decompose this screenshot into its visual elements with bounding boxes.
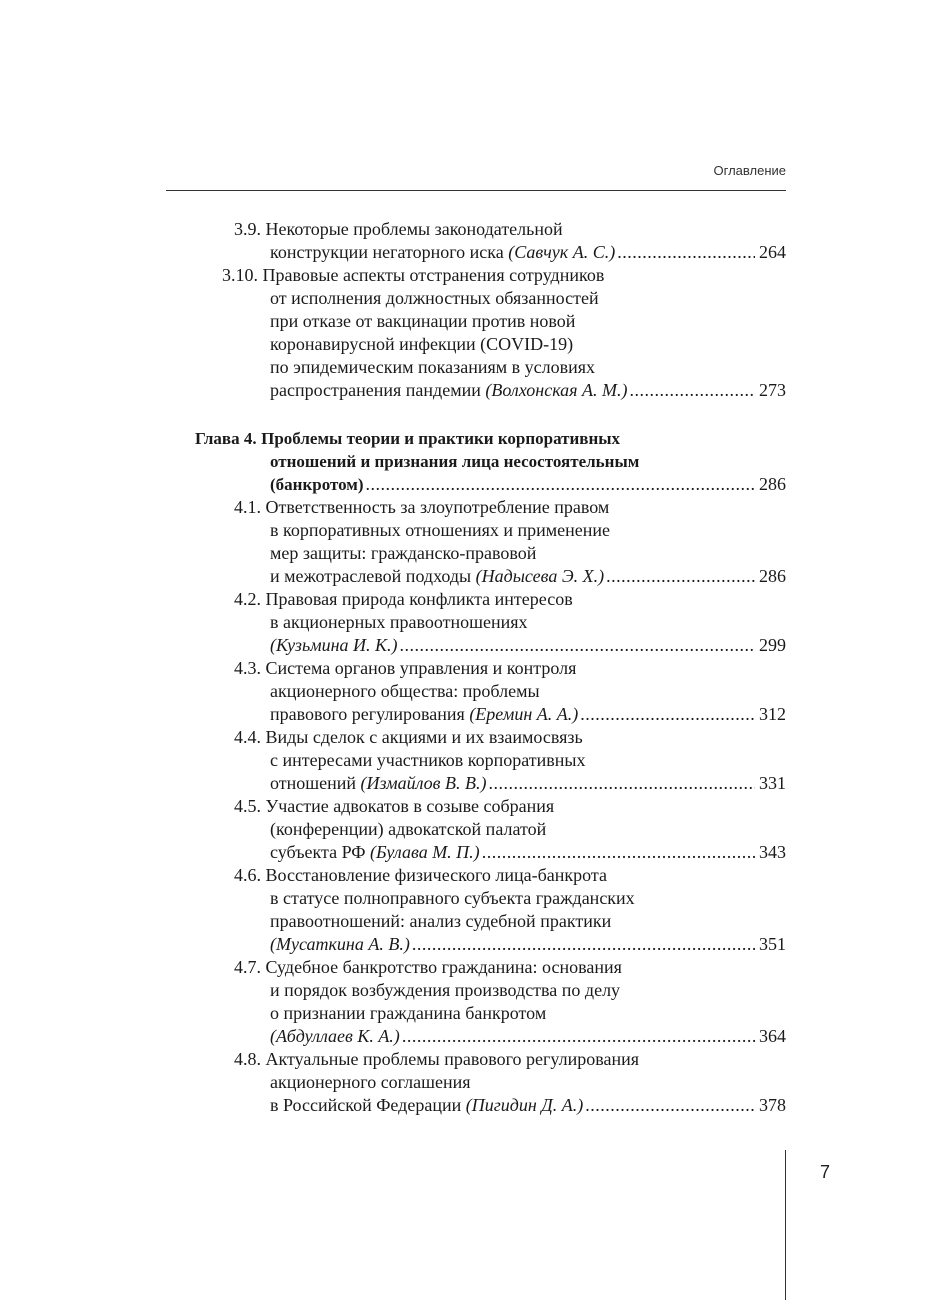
- toc-entry-4-4-line-2: с интересами участников корпоративных: [270, 750, 586, 770]
- toc-entry-author: (Измайлов В. В.): [360, 773, 487, 793]
- toc-entry-4-6-line-1: [234, 864, 607, 887]
- toc-entry-4-1-line-3: мер защиты: гражданско-правовой: [270, 543, 537, 563]
- toc-entry-title: конструкции негаторного иска: [270, 242, 504, 262]
- toc-entry-3-10-line-3: при отказе от вакцинации против новой: [270, 311, 576, 331]
- toc-entry-title: Восстановление физического лица-банкрота: [265, 865, 608, 885]
- toc-entry-title: Система органов управления и контроля: [265, 658, 577, 678]
- toc-entry-4-4-line-1: [234, 726, 583, 749]
- toc-entry-number: 4.4.: [234, 727, 261, 747]
- dot-leader: [482, 841, 755, 864]
- toc-entry-4-3-line-2: акционерного общества: проблемы: [270, 681, 540, 701]
- toc-entry-title: Ответственность за злоупотребление правом: [265, 497, 610, 517]
- toc-entry-4-7-line-2: и порядок возбуждения производства по делу: [270, 980, 621, 1000]
- toc-chapter-4-line-3[interactable]: [270, 473, 786, 496]
- toc-page-number: 343: [759, 842, 786, 862]
- toc-page-number: 299: [759, 635, 786, 655]
- toc-entry-3-10-line-4: коронавирусной инфекции (COVID-19): [270, 334, 574, 354]
- toc-entry-4-5-line-2: (конференции) адвокатской палатой: [270, 819, 547, 839]
- toc-entry-author: (Пигидин Д. А.): [465, 1095, 584, 1115]
- toc-entry-4-7-line-1: [234, 956, 622, 979]
- toc-page-number: 364: [759, 1026, 786, 1046]
- toc-page-number: 351: [759, 934, 786, 954]
- toc-entry-3-9-line-1: [234, 218, 563, 241]
- toc-page-number: 286: [759, 566, 786, 586]
- toc-entry-title: Виды сделок с акциями и их взаимосвязь: [265, 727, 583, 747]
- toc-entry-author: (Булава М. П.): [370, 842, 480, 862]
- toc-entry-number: 4.6.: [234, 865, 261, 885]
- toc-chapter-title: Проблемы теории и практики корпоративных: [261, 429, 621, 448]
- toc-entry-title: правового регулирования: [270, 704, 465, 724]
- toc-page-number: 264: [759, 242, 786, 262]
- dot-leader: [402, 1025, 755, 1048]
- toc-entry-author: (Кузьмина И. К.): [270, 635, 398, 655]
- toc-entry-author: (Савчук А. С.): [508, 242, 616, 262]
- toc-entry-title: Судебное банкротство гражданина: основания: [265, 957, 622, 977]
- toc-entry-author: (Абдуллаев К. А.): [270, 1026, 400, 1046]
- toc-entry-3-10-line-2: от исполнения должностных обязанностей: [270, 288, 599, 308]
- toc-entry-4-7-line-3: о признании гражданина банкротом: [270, 1003, 547, 1023]
- toc-entry-4-8-line-3[interactable]: [270, 1094, 786, 1117]
- toc-chapter-title: отношений и признания лица несостоятельным: [270, 452, 640, 471]
- toc-page-number: 273: [759, 380, 786, 400]
- dot-leader: [585, 1094, 755, 1117]
- toc-entry-4-5-line-3[interactable]: [270, 841, 786, 864]
- toc-entry-number: 4.1.: [234, 497, 261, 517]
- toc-entry-4-2-line-3[interactable]: [270, 634, 786, 657]
- toc-entry-4-2-line-2: в акционерных правоотношениях: [270, 612, 528, 632]
- toc-chapter-label: Глава 4.: [195, 429, 257, 448]
- toc-entry-title: и межотраслевой подходы: [270, 566, 472, 586]
- toc-entry-title: в Российской Федерации: [270, 1095, 462, 1115]
- toc-entry-title: Участие адвокатов в созыве собрания: [265, 796, 555, 816]
- dot-leader: [606, 565, 755, 588]
- toc-entry-4-8-line-2: акционерного соглашения: [270, 1072, 471, 1092]
- toc-entry-title: субъекта РФ: [270, 842, 366, 862]
- toc-entry-title: Некоторые проблемы законодательной: [265, 219, 563, 239]
- dot-leader: [617, 241, 755, 264]
- toc-entry-author: (Надысева Э. Х.): [475, 566, 605, 586]
- toc-entry-title: Правовые аспекты отстранения сотрудников: [262, 265, 605, 285]
- dot-leader: [366, 473, 755, 496]
- toc-entry-4-1-line-2: в корпоративных отношениях и применение: [270, 520, 611, 540]
- toc-entry-author: (Мусаткина А. В.): [270, 934, 410, 954]
- toc-entry-author: (Волхонская А. М.): [485, 380, 628, 400]
- toc-entry-author: (Еремин А. А.): [469, 704, 579, 724]
- toc-entry-number: 4.8.: [234, 1049, 261, 1069]
- toc-page-number: 286: [759, 474, 786, 494]
- header-rule: [166, 190, 786, 191]
- dot-leader: [400, 634, 755, 657]
- toc-chapter-4-line-1: [195, 427, 620, 450]
- toc-entry-4-3-line-1: [234, 657, 576, 680]
- toc-entry-number: 3.9.: [234, 219, 261, 239]
- toc-page-number: 378: [759, 1095, 786, 1115]
- toc-entry-number: 4.2.: [234, 589, 261, 609]
- dot-leader: [412, 933, 755, 956]
- toc-entry-title: отношений: [270, 773, 357, 793]
- toc-entry-4-6-line-2: в статусе полноправного субъекта гражданских: [270, 888, 635, 908]
- toc-entry-3-10-line-5: по эпидемическим показаниям в условиях: [270, 357, 596, 377]
- margin-rule: [785, 1150, 786, 1300]
- toc-entry-4-6-line-3: правоотношений: анализ судебной практики: [270, 911, 612, 931]
- toc-entry-4-1-line-1: [234, 496, 609, 519]
- toc-entry-4-1-line-4[interactable]: [270, 565, 786, 588]
- toc-entry-4-8-line-1: [234, 1048, 639, 1071]
- dot-leader: [488, 772, 755, 795]
- toc-chapter-title: (банкротом): [270, 475, 364, 494]
- toc-entry-4-6-line-4[interactable]: [270, 933, 786, 956]
- dot-leader: [630, 379, 755, 402]
- toc-entry-number: 3.10.: [222, 265, 258, 285]
- toc-entry-4-4-line-3[interactable]: [270, 772, 786, 795]
- toc-entry-3-10-line-6[interactable]: [270, 379, 786, 402]
- dot-leader: [580, 703, 755, 726]
- toc-entry-number: 4.3.: [234, 658, 261, 678]
- toc-chapter-4-line-2: [270, 450, 639, 473]
- toc-entry-title: Актуальные проблемы правового регулирования: [265, 1049, 640, 1069]
- toc-entry-title: распространения пандемии: [270, 380, 481, 400]
- toc-entry-4-7-line-4[interactable]: [270, 1025, 786, 1048]
- toc-entry-number: 4.7.: [234, 957, 261, 977]
- page-number: 7: [820, 1162, 831, 1182]
- toc-entry-title: Правовая природа конфликта интересов: [265, 589, 573, 609]
- toc-entry-4-2-line-1: [234, 588, 573, 611]
- toc-entry-4-5-line-1: [234, 795, 554, 818]
- toc-page-number: 331: [759, 773, 786, 793]
- toc-entry-4-3-line-3[interactable]: [270, 703, 786, 726]
- toc-page-number: 312: [759, 704, 786, 724]
- toc-entry-number: 4.5.: [234, 796, 261, 816]
- toc-entry-3-10-line-1: [222, 264, 604, 287]
- toc-entry-3-9-line-2[interactable]: [270, 241, 786, 264]
- running-title: Оглавление: [713, 163, 786, 178]
